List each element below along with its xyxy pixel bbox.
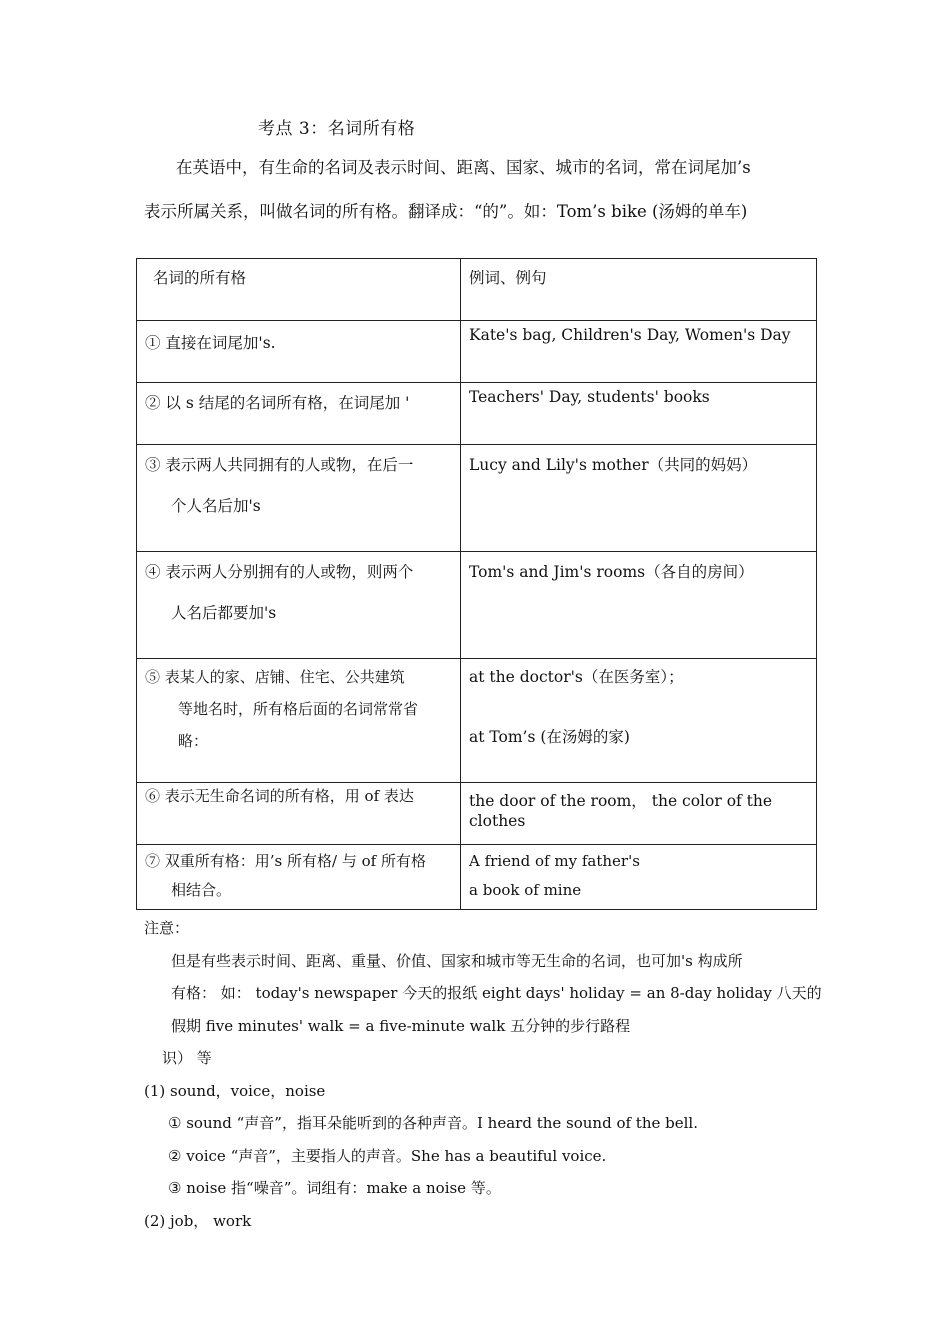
table-row xyxy=(137,552,817,659)
example-cell: Lucy and Lily's mother（共同的妈妈） xyxy=(461,445,817,552)
vocab-heading: (1) sound，voice，noise xyxy=(144,1081,326,1100)
notes-line: 但是有些表示时间、距离、重量、价值、国家和城市等无生命的名词，也可加's 构成所 xyxy=(171,951,743,970)
example-cell: A friend of my father's a book of mine xyxy=(461,845,817,910)
vocab-heading: (2) job， work xyxy=(144,1211,252,1230)
vocab-item: ③ noise 指“噪音”。词组有：make a noise 等。 xyxy=(168,1179,501,1197)
notes-section xyxy=(144,912,824,1237)
example-cell: Tom's and Jim's rooms（各自的房间） xyxy=(461,552,817,659)
header-cell-rule: 名词的所有格 xyxy=(137,259,461,321)
example-cell: Kate's bag, Children's Day, Women's Day xyxy=(461,321,817,383)
rule-cell: ④ 表示两人分别拥有的人或物，则两个 人名后都要加's xyxy=(137,552,461,659)
rule-cell: ⑥ 表示无生命名词的所有格，用 of 表达 xyxy=(137,783,461,845)
vocab-item: ① sound “声音”，指耳朵能听到的各种声音。I heard the sound of the bell. xyxy=(168,1114,698,1132)
table-row xyxy=(137,445,817,552)
table-header-row xyxy=(137,259,817,321)
table-row xyxy=(137,783,817,845)
vocab-item: ② voice “声音”，主要指人的声音。She has a beautiful voice. xyxy=(168,1146,607,1165)
rule-cell: ③ 表示两人共同拥有的人或物，在后一 个人名后加's xyxy=(137,445,461,552)
rule-cell: ① 直接在词尾加's. xyxy=(137,321,461,383)
intro-line-2: 表示所属关系，叫做名词的所有格。翻译成：“的”。如：Tom’s bike (汤姆的单车) xyxy=(144,202,748,221)
example-cell: the door of the room， the color of the clothes xyxy=(461,783,817,845)
rule-cell: ⑤ 表某人的家、店铺、住宅、公共建筑 等地名时，所有格后面的名词常常省 略： xyxy=(137,659,461,783)
notes-line: 有格： 如： today's newspaper 今天的报纸 eight days' holiday = an 8-day holiday 八天的 xyxy=(171,984,822,1002)
section-title: 考点 3：名词所有格 xyxy=(258,119,416,139)
header-cell-example: 例词、例句 xyxy=(461,259,817,321)
possessive-rules-table xyxy=(136,258,817,910)
intro-line-1: 在英语中，有生命的名词及表示时间、距离、国家、城市的名词，常在词尾加’s xyxy=(176,158,751,177)
rule-cell: ⑦ 双重所有格：用’s 所有格/ 与 of 所有格 相结合。 xyxy=(137,845,461,910)
notes-line: 假期 five minutes' walk = a five-minute walk 五分钟的步行路程 xyxy=(171,1016,631,1035)
table-row xyxy=(137,321,817,383)
table-row xyxy=(137,383,817,445)
table-row xyxy=(137,845,817,910)
notes-fragment: 识） 等 xyxy=(162,1049,212,1067)
rule-cell: ② 以 s 结尾的名词所有格，在词尾加 ' xyxy=(137,383,461,445)
notes-heading: 注意： xyxy=(144,919,190,937)
example-cell: Teachers' Day, students' books xyxy=(461,383,817,445)
table-row xyxy=(137,659,817,783)
example-cell: at the doctor's（在医务室）； at Tom’s (在汤姆的家) xyxy=(461,659,817,783)
